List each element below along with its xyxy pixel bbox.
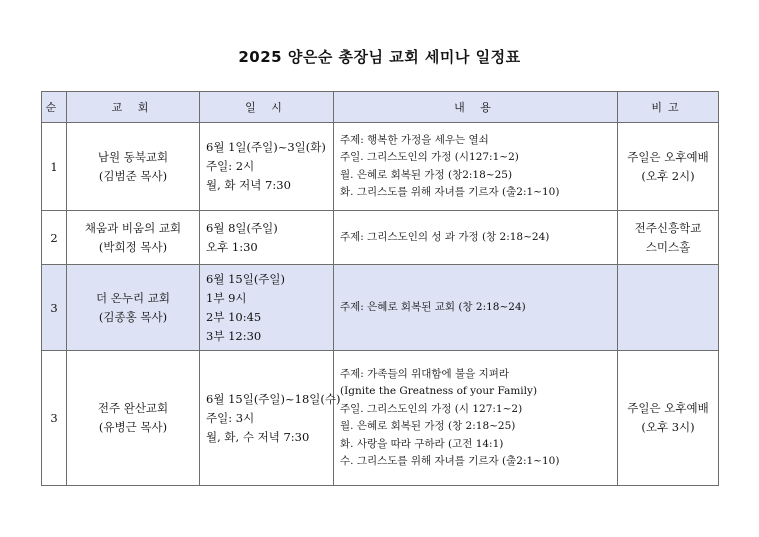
header-content: 내 용: [334, 92, 618, 123]
note-cell: [618, 211, 719, 265]
table-row: [42, 123, 719, 211]
content-line: (Ignite the Greatness of your Family): [340, 385, 538, 397]
note-line: 스미스홀: [645, 239, 691, 254]
date-cell: [200, 351, 341, 486]
date-line: 주일: 2시: [206, 159, 255, 173]
content-line: 월. 은혜로 회복된 가정 (창 2:18~25): [340, 420, 516, 432]
content-line: 화. 사랑을 따라 구하라 (고전 14:1): [340, 437, 504, 450]
header-num: 순: [42, 92, 67, 123]
note-cell: [618, 351, 719, 486]
date-cell: [200, 211, 334, 265]
pastor-name: (김범준 목사): [98, 168, 168, 183]
date-line: 6월 15일(주일)~18일(수): [206, 391, 341, 406]
pastor-name: (유병근 목사): [98, 420, 168, 434]
date-cell: [200, 123, 334, 211]
content-line: 주일. 그리스도인의 가정 (시127:1~2): [340, 151, 519, 163]
date-cell: [200, 265, 334, 351]
content-line: 수. 그리스도를 위해 자녀를 기르자 (출2:1~10): [340, 455, 560, 467]
church-cell: [67, 351, 200, 486]
note-cell: [618, 265, 719, 351]
note-line: 주일은 오후예배: [627, 149, 709, 164]
date-line: 3부 12:30: [206, 328, 262, 343]
date-line: 주일: 3시: [206, 410, 255, 425]
pastor-name: (김종홍 목사): [98, 309, 168, 324]
church-name: 더 온누리 교회: [96, 290, 170, 305]
content-cell: [334, 351, 618, 486]
date-line: 월, 화 저녁 7:30: [206, 178, 291, 192]
table-row: [42, 211, 719, 265]
content-line: 화. 그리스도를 위해 자녀를 기르자 (출2:1~10): [340, 186, 560, 198]
date-line: 6월 15일(주일): [206, 271, 286, 286]
schedule-table: [41, 91, 719, 486]
note-line: 전주신흥학교: [634, 220, 702, 235]
content-line: 월. 은혜로 회복된 가정 (창2:18~25): [340, 168, 513, 181]
content-line: 주제: 은혜로 회복된 교회 (창 2:18~24): [340, 300, 526, 313]
church-cell: [67, 123, 200, 211]
table-row: [42, 351, 719, 486]
content-line: 주일. 그리스도인의 가정 (시 127:1~2): [340, 402, 523, 415]
note-cell: [618, 123, 719, 211]
table-row: [42, 265, 719, 351]
church-name: 남원 동북교회: [97, 149, 169, 164]
note-line: 주일은 오후예배: [627, 401, 709, 415]
date-line: 월, 화, 수 저녁 7:30: [206, 429, 310, 444]
row-number: 2: [42, 211, 67, 265]
church-name: 채움과 비움의 교회: [84, 220, 182, 235]
header-note: 비고: [618, 92, 719, 123]
row-number: 3: [42, 265, 67, 351]
header-church: 교 회: [67, 92, 200, 123]
pastor-name: (박희정 목사): [98, 239, 168, 254]
date-line: 6월 8일(주일): [206, 220, 278, 235]
church-name: 전주 완산교회: [97, 401, 169, 415]
header-row: [42, 92, 719, 123]
row-number: 3: [42, 351, 67, 486]
content-line: 주제: 가족들의 위대함에 불을 지펴라: [340, 367, 510, 380]
content-cell: [334, 123, 618, 211]
date-line: 오후 1:30: [206, 239, 258, 254]
content-cell: [334, 211, 618, 265]
church-cell: [67, 211, 200, 265]
date-line: 1부 9시: [206, 290, 247, 305]
content-line: 주제: 행복한 가정을 세우는 열쇠: [340, 133, 489, 146]
row-number: 1: [42, 123, 67, 211]
date-line: 6월 1일(주일)~3일(화): [206, 140, 326, 154]
header-date: 일 시: [200, 92, 334, 123]
page-title: 2025 양은순 총장님 교회 세미나 일정표: [238, 48, 521, 66]
church-cell: [67, 265, 200, 351]
note-line: (오후 2시): [641, 168, 695, 183]
date-line: 2부 10:45: [206, 309, 262, 324]
note-line: (오후 3시): [641, 420, 695, 434]
content-cell: [334, 265, 618, 351]
content-line: 주제: 그리스도인의 성 과 가정 (창 2:18~24): [340, 230, 550, 243]
